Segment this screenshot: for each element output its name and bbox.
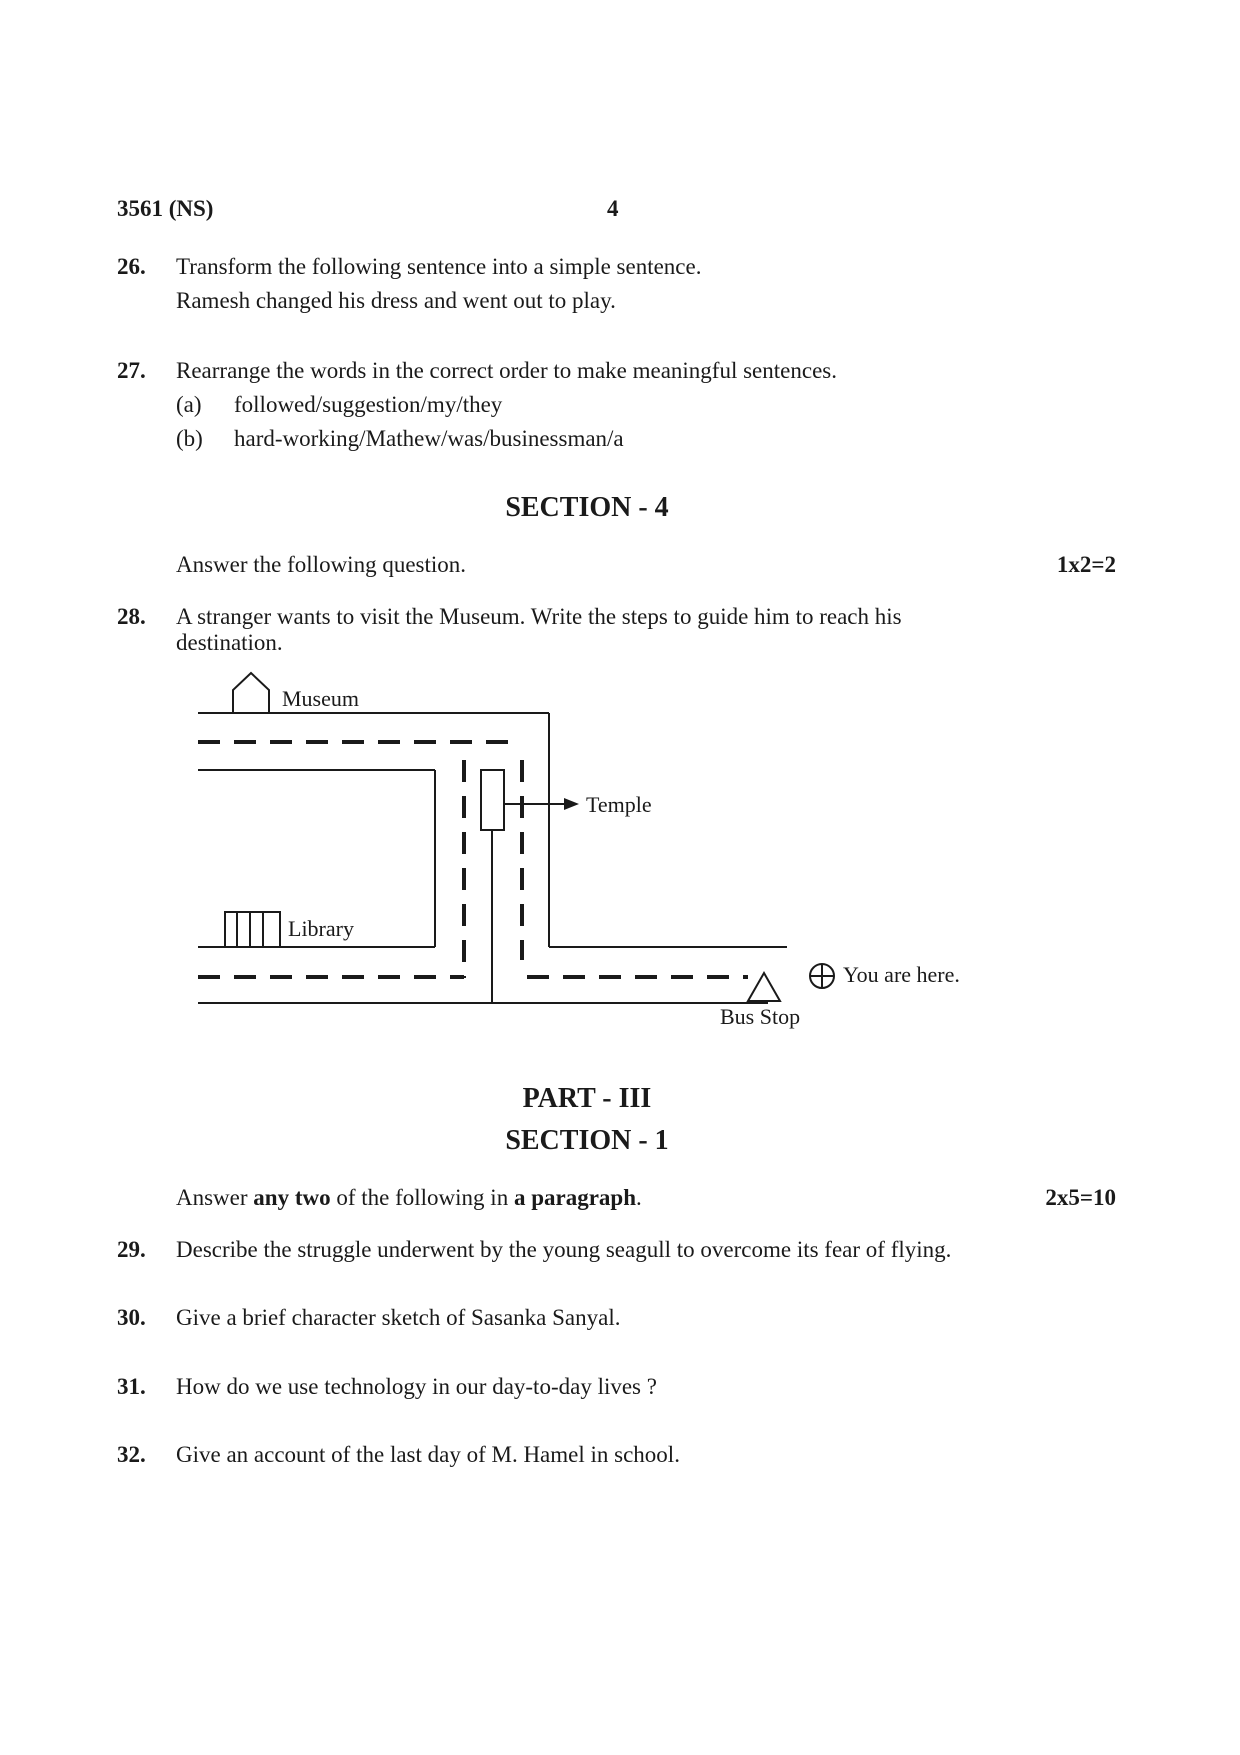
arrow-icon xyxy=(564,798,579,810)
instruction-text: . xyxy=(636,1185,642,1210)
question-number: 27. xyxy=(117,358,146,383)
question-text: Describe the struggle underwent by the young seagull to overcome its fear of flying. xyxy=(176,1237,952,1262)
question-number: 29. xyxy=(117,1237,146,1262)
section-marks: 1x2=2 xyxy=(1056,552,1116,577)
museum-icon xyxy=(233,673,269,712)
library-label: Library xyxy=(288,916,354,941)
library-icon xyxy=(225,912,280,947)
question-text: Transform the following sentence into a simple sentence. xyxy=(176,254,702,279)
you-are-here-icon xyxy=(810,964,834,988)
question-number: 30. xyxy=(117,1305,146,1330)
question-text: How do we use technology in our day-to-day lives ? xyxy=(176,1374,657,1399)
question-number: 31. xyxy=(117,1374,146,1399)
museum-label: Museum xyxy=(282,686,359,711)
sub-item-text: hard-working/Mathew/was/businessman/a xyxy=(234,426,624,451)
question-number: 28. xyxy=(117,604,146,629)
question-text: Give a brief character sketch of Sasanka Sanyal. xyxy=(176,1305,621,1330)
instruction-text: Answer xyxy=(176,1185,254,1210)
question-number: 32. xyxy=(117,1442,146,1467)
sub-item-label: (a) xyxy=(176,392,202,417)
bus-stop-label: Bus Stop xyxy=(720,1004,801,1029)
part-title: PART - III xyxy=(522,1083,652,1114)
question-text: Give an account of the last day of M. Hamel in school. xyxy=(176,1442,680,1467)
sub-item-label: (b) xyxy=(176,426,203,451)
section-marks: 2x5=10 xyxy=(1045,1185,1116,1210)
section-title: SECTION - 1 xyxy=(505,1125,669,1156)
section-title: SECTION - 4 xyxy=(505,492,669,523)
instruction-emphasis: any two xyxy=(253,1185,331,1210)
instruction-emphasis: a paragraph xyxy=(513,1185,636,1210)
question-text: A stranger wants to visit the Museum. Write the steps to guide him to reach his xyxy=(176,604,902,629)
temple-icon xyxy=(481,770,504,830)
section-instruction: Answer the following question. xyxy=(176,552,467,577)
paper-code: 3561 (NS) xyxy=(117,196,214,221)
part-instruction xyxy=(176,1185,642,1211)
bus-stop-icon xyxy=(748,973,780,1001)
page-number: 4 xyxy=(607,196,619,221)
question-text-cont: destination. xyxy=(176,630,283,655)
you-are-here-label: You are here. xyxy=(843,962,960,987)
sub-item-text: followed/suggestion/my/they xyxy=(234,392,503,417)
question-sentence: Ramesh changed his dress and went out to play. xyxy=(176,288,616,313)
temple-label: Temple xyxy=(586,792,652,817)
instruction-text: of the following in xyxy=(330,1185,514,1210)
question-text: Rearrange the words in the correct order to make meaningful sentences. xyxy=(176,358,837,383)
question-number: 26. xyxy=(117,254,146,279)
